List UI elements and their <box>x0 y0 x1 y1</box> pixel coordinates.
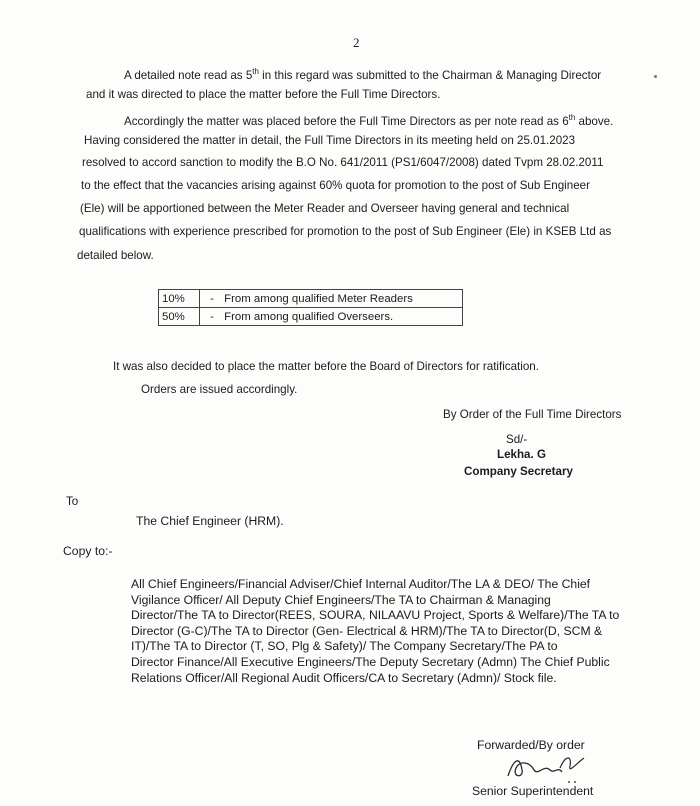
quota-table <box>158 289 463 326</box>
senior-superintendent: Senior Superintendent <box>472 784 594 798</box>
para2-line: (Ele) will be apportioned between the Meter Reader and Overseer having general and technical <box>80 202 570 215</box>
quota-description: - From among qualified Overseers. <box>200 308 463 326</box>
by-order: By Order of the Full Time Directors <box>443 408 622 421</box>
para4: Orders are issued accordingly. <box>141 383 298 396</box>
to-recipient: The Chief Engineer (HRM). <box>136 514 284 528</box>
para2-line: qualifications with experience prescribed for promotion to the post of Sub Engineer (Ele) in KSEB Ltd as <box>79 225 612 238</box>
para2-line: Having considered the matter in detail, the Full Time Directors in its meeting held on 25.01.2023 <box>84 134 576 147</box>
list-item: IT)/The TA to Director (T, SO, Plg & Safety)/ The Company Secretary/The PA to <box>131 639 558 654</box>
list-item: Director (G-C)/The TA to Director (Gen- Electrical & HRM)/The TA to Director(D, SCM & <box>131 623 603 638</box>
table-row <box>159 308 463 326</box>
sd-mark: Sd/- <box>506 433 528 446</box>
list-item: Director/The TA to Director(REES, SOURA, NILAAVU Project, Sports & Welfare)/The TA to <box>131 608 620 623</box>
para2-line: to the effect that the vacancies arising against 60% quota for promotion to the post of Sub Engineer <box>81 179 590 192</box>
copy-to-label: Copy to:- <box>63 544 113 558</box>
page-number: 2 <box>353 35 360 50</box>
list-item: All Chief Engineers/Financial Adviser/Chief Internal Auditor/The LA & DEO/ The Chief <box>131 577 591 591</box>
para3: It was also decided to place the matter before the Board of Directors for ratification. <box>113 360 539 373</box>
para1-line1: A detailed note read as 5th in this regard was submitted to the Chairman & Managing Director <box>124 67 602 82</box>
signatory-name: Lekha. G <box>497 448 546 461</box>
handwritten-signature <box>500 748 600 788</box>
scan-speck <box>654 75 657 78</box>
list-item: Vigilance Officer/ All Deputy Chief Engineers/The TA to Chairman & Managing <box>131 592 551 607</box>
para1-line2: and it was directed to place the matter before the Full Time Directors. <box>86 88 441 101</box>
quota-percent: 10% <box>159 290 200 308</box>
forwarded-label: Forwarded/By order <box>477 738 585 752</box>
to-label: To <box>66 495 79 508</box>
para2-line1: Accordingly the matter was placed before the Full Time Directors as per note read as 6th above. <box>124 113 614 128</box>
signatory-designation: Company Secretary <box>464 465 573 478</box>
para2-line: detailed below. <box>77 249 154 262</box>
para2-line: resolved to accord sanction to modify the B.O No. 641/2011 (PS1/6047/2008) dated Tvpm 28.02.2011 <box>82 156 604 169</box>
quota-description: - From among qualified Meter Readers <box>200 290 463 308</box>
table-row <box>159 290 463 308</box>
copy-to-list <box>131 577 631 686</box>
list-item: Director Finance/All Executive Engineers/The Deputy Secretary (Admn) The Chief Public <box>131 654 610 669</box>
quota-percent: 50% <box>159 308 200 326</box>
list-item: Relations Officer/All Regional Audit Officers/CA to Secretary (Admn)/ Stock file. <box>131 670 557 685</box>
